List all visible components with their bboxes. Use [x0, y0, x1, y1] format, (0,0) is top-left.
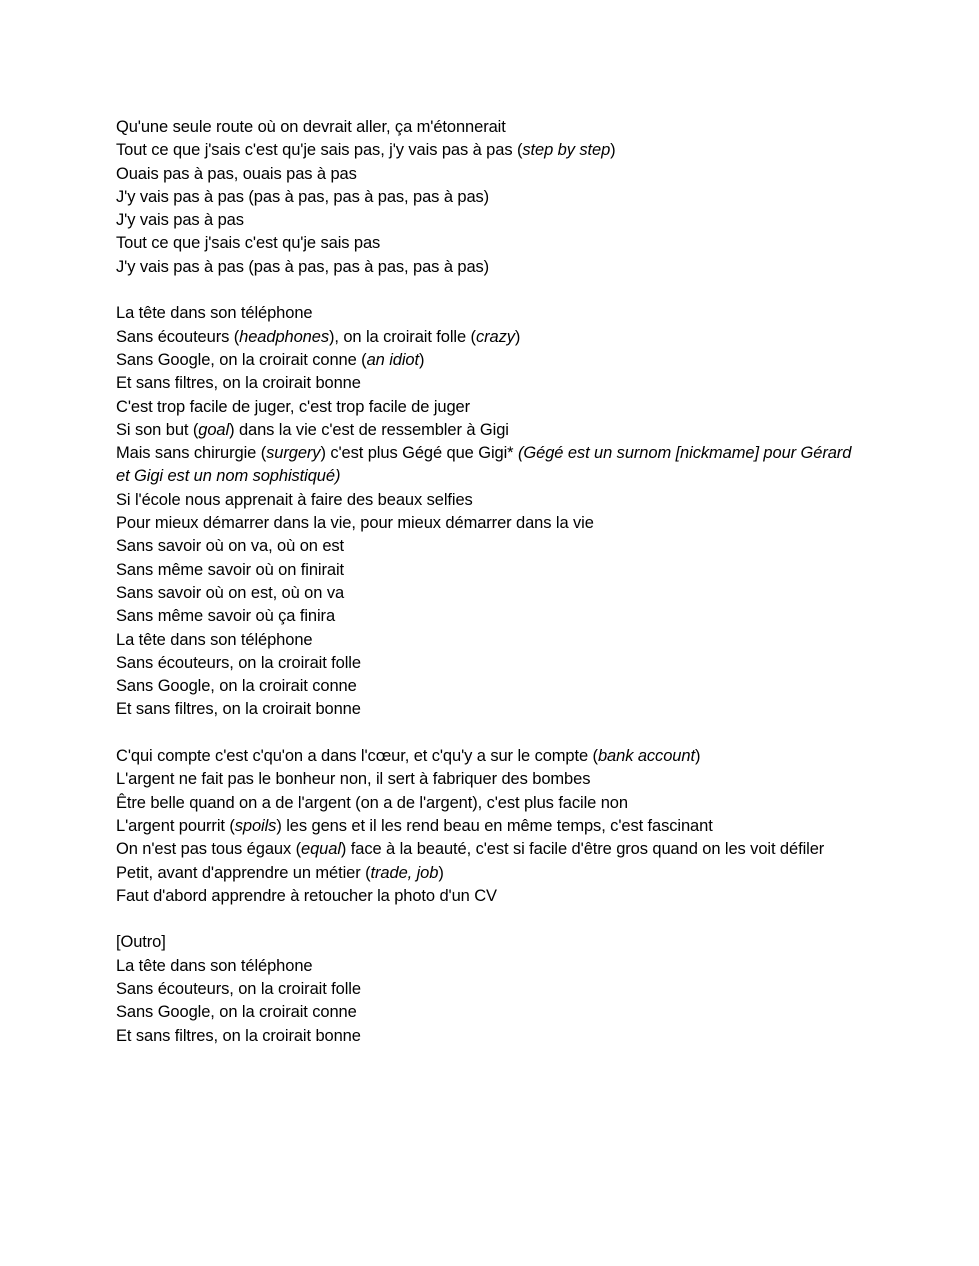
lyric-line — [116, 862, 856, 885]
lyric-line — [116, 163, 856, 186]
lyric-line — [116, 442, 856, 489]
lyric-segment: La tête dans son téléphone — [116, 630, 313, 649]
lyric-segment: Sans même savoir où on finirait — [116, 560, 345, 579]
lyric-segment: Qu'une seule route où on devrait aller, ça m'étonnerait — [116, 118, 506, 136]
lyric-segment: ), on la croirait folle ( — [328, 327, 476, 346]
lyric-segment: Sans Google, on la croirait conne — [116, 677, 357, 696]
lyric-line — [116, 139, 856, 162]
lyric-line — [116, 209, 856, 232]
lyric-line — [116, 116, 856, 139]
lyric-line — [116, 955, 856, 978]
lyric-segment: J'y vais pas à pas — [116, 211, 244, 230]
lyric-segment: Tout ce que j'sais c'est qu'je sais pas, j'y vais pas à pas ( — [116, 141, 523, 160]
lyric-line — [116, 815, 856, 838]
translation-gloss: crazy — [475, 327, 515, 346]
lyric-line — [116, 768, 856, 791]
lyric-line — [116, 396, 856, 419]
lyric-line — [116, 1001, 856, 1024]
lyric-line — [116, 232, 856, 255]
lyric-segment: Sans Google, on la croirait conne — [116, 1003, 357, 1022]
lyric-segment: Petit, avant d'apprendre un métier ( — [116, 863, 371, 882]
lyric-segment: Si son but ( — [116, 420, 199, 439]
lyric-line — [116, 629, 856, 652]
lyric-segment: Tout ce que j'sais c'est qu'je sais pas — [116, 234, 381, 253]
lyric-line — [116, 326, 856, 349]
lyric-segment: Si l'école nous apprenait à faire des beaux selfies — [116, 490, 473, 509]
lyric-line — [116, 559, 856, 582]
lyric-segment: Sans écouteurs, on la croirait folle — [116, 979, 361, 998]
lyric-segment: Faut d'abord apprendre à retoucher la photo d'un CV — [116, 886, 497, 905]
lyric-segment: Sans écouteurs ( — [116, 327, 240, 346]
translation-gloss: an idiot — [366, 350, 419, 369]
lyric-line — [116, 978, 856, 1001]
lyric-line — [116, 372, 856, 395]
translation-gloss: headphones — [239, 327, 329, 346]
lyric-segment: Pour mieux démarrer dans la vie, pour mieux démarrer dans la vie — [116, 514, 594, 533]
translation-gloss: equal — [301, 840, 341, 859]
stanza-gap — [116, 722, 856, 745]
translation-gloss: step by step — [522, 141, 611, 160]
lyric-line — [116, 535, 856, 558]
lyric-segment: J'y vais pas à pas (pas à pas, pas à pas, pas à pas) — [116, 187, 490, 206]
lyric-line — [116, 792, 856, 815]
lyric-segment: ) — [610, 141, 616, 160]
translation-gloss: (Gégé est un surnom [nickmame] pour Gérard et Gigi est un nom sophistiqué) — [116, 444, 852, 486]
translation-gloss: spoils — [234, 816, 277, 835]
translation-gloss: bank account — [597, 747, 695, 766]
translation-gloss: surgery — [266, 444, 321, 463]
lyrics-text — [116, 116, 856, 1048]
lyric-line — [116, 512, 856, 535]
lyric-segment: Sans écouteurs, on la croirait folle — [116, 653, 361, 672]
lyric-segment: Sans même savoir où ça finira — [116, 607, 336, 626]
lyric-segment: ) — [514, 327, 521, 346]
lyric-segment: L'argent pourrit ( — [116, 816, 235, 835]
lyric-segment: ) c'est plus Gégé que Gigi* — [320, 444, 518, 463]
lyric-segment: ) — [694, 747, 701, 766]
lyric-segment: ) dans la vie c'est de ressembler à Gigi — [229, 420, 509, 439]
lyric-line — [116, 582, 856, 605]
lyric-line — [116, 489, 856, 512]
lyric-line — [116, 349, 856, 372]
lyric-line — [116, 838, 856, 861]
lyric-segment: [Outro] — [116, 933, 166, 952]
lyric-line — [116, 256, 856, 279]
lyric-line — [116, 1025, 856, 1048]
lyric-segment: On n'est pas tous égaux ( — [116, 840, 302, 859]
lyric-line — [116, 745, 856, 768]
translation-gloss: trade, job — [370, 863, 439, 882]
lyric-segment: Et sans filtres, on la croirait bonne — [116, 1026, 361, 1045]
lyric-segment: La tête dans son téléphone — [116, 304, 313, 323]
stanza-gap — [116, 908, 856, 931]
lyric-line — [116, 675, 856, 698]
lyric-segment: J'y vais pas à pas (pas à pas, pas à pas, pas à pas) — [116, 257, 490, 276]
lyric-segment: La tête dans son téléphone — [116, 956, 313, 975]
lyric-segment: L'argent ne fait pas le bonheur non, il sert à fabriquer des bombes — [116, 770, 591, 789]
lyric-segment: Ouais pas à pas, ouais pas à pas — [116, 164, 357, 183]
lyric-line — [116, 698, 856, 721]
stanza-gap — [116, 279, 856, 302]
lyric-line — [116, 302, 856, 325]
lyric-segment: Sans Google, on la croirait conne ( — [116, 350, 367, 369]
lyric-line — [116, 186, 856, 209]
lyric-segment: ) — [418, 350, 425, 369]
lyric-segment: Sans savoir où on va, où on est — [116, 537, 345, 556]
translation-gloss: goal — [198, 420, 230, 439]
lyric-segment: ) face à la beauté, c'est si facile d'être gros quand on les voit défiler — [340, 840, 825, 859]
lyric-line — [116, 652, 856, 675]
lyric-segment: Mais sans chirurgie ( — [116, 444, 267, 463]
lyric-segment: Et sans filtres, on la croirait bonne — [116, 700, 361, 719]
lyric-line — [116, 605, 856, 628]
lyric-segment: C'qui compte c'est c'qu'on a dans l'cœur, et c'qu'y a sur le compte ( — [116, 747, 598, 766]
lyric-segment: Et sans filtres, on la croirait bonne — [116, 374, 361, 393]
lyric-segment: C'est trop facile de juger, c'est trop facile de juger — [116, 397, 471, 416]
lyric-segment: ) — [438, 863, 444, 882]
lyric-line — [116, 931, 856, 954]
lyric-segment: Être belle quand on a de l'argent (on a de l'argent), c'est plus facile non — [116, 793, 628, 812]
lyric-segment: ) les gens et il les rend beau en même temps, c'est fascinant — [276, 816, 713, 835]
lyric-line — [116, 885, 856, 908]
lyric-segment: Sans savoir où on est, où on va — [116, 583, 345, 602]
lyric-line — [116, 419, 856, 442]
